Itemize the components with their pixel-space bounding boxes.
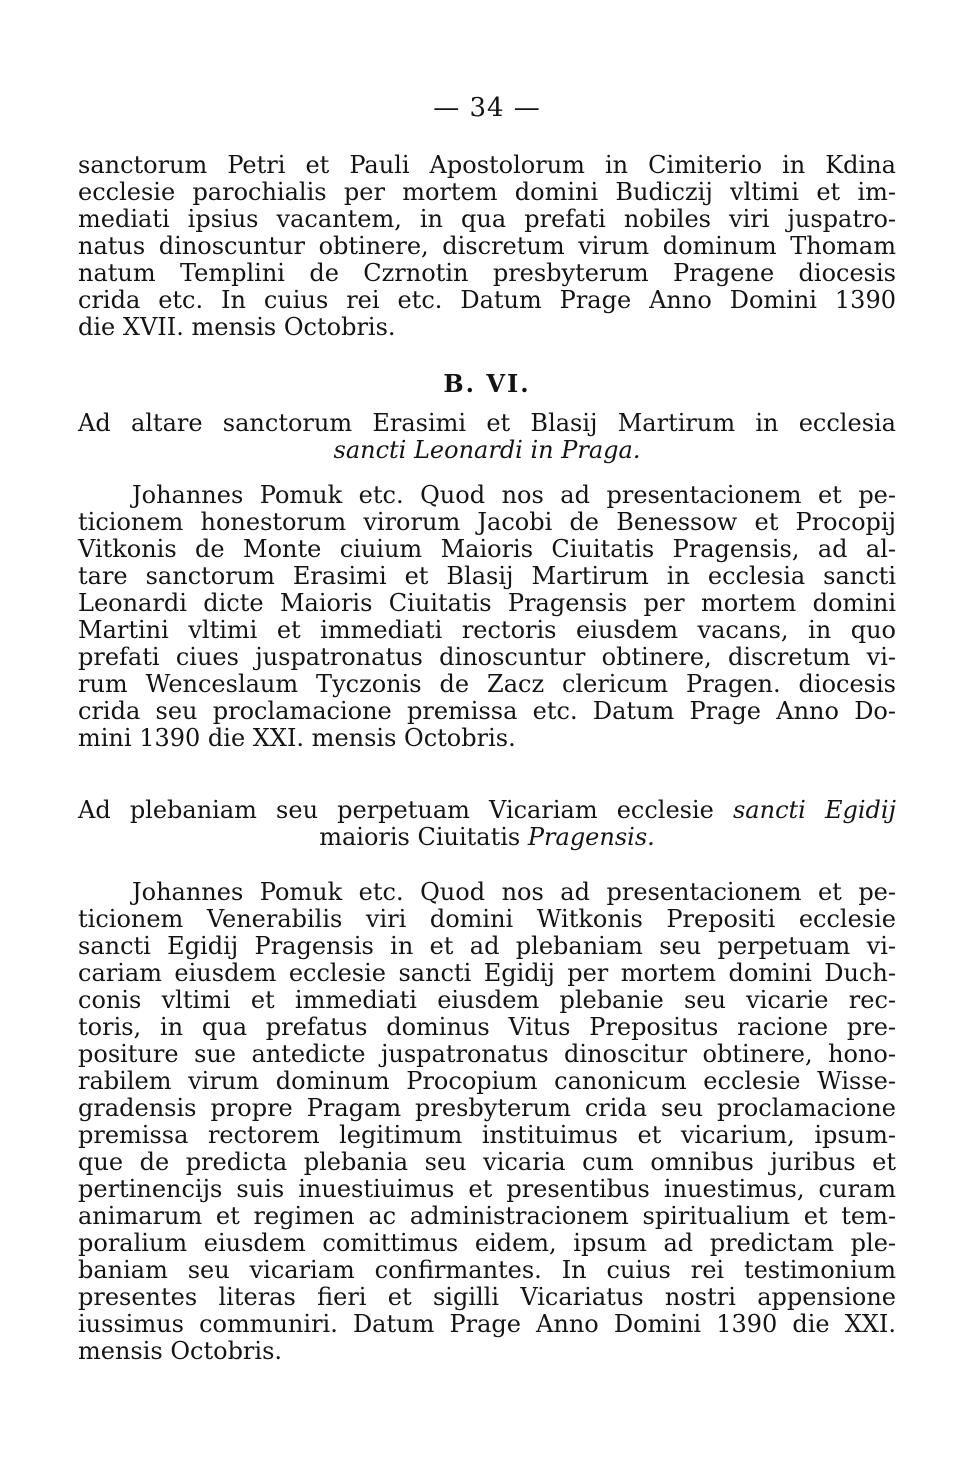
text-line: die XVII. mensis Octobris. bbox=[78, 313, 396, 341]
text-line: crida seu proclamacione premissa etc. Datum Prage Anno Do- bbox=[78, 697, 896, 725]
text-line: Leonardi dicte Maioris Ciuitatis Pragensis per mortem domini bbox=[78, 589, 896, 617]
text-line: gradensis propre Pragam presbyterum crida seu proclamacione bbox=[78, 1094, 896, 1122]
text-line: natus dinoscuntur obtinere, discretum virum dominum Thomam bbox=[78, 232, 896, 260]
text-line: sancti Egidij Pragensis in et ad plebaniam seu perpetuam vi- bbox=[78, 932, 896, 960]
text-line: tare sanctorum Erasimi et Blasij Martirum in ecclesia sancti bbox=[78, 562, 896, 590]
heading-line: sancti Leonardi in Praga. bbox=[333, 436, 641, 464]
text-line: ticionem honestorum virorum Jacobi de Benessow et Procopij bbox=[78, 508, 896, 536]
section-mark: B. VI. bbox=[443, 369, 531, 398]
text-line: rum Wenceslaum Tyczonis de Zacz clericum Pragen. diocesis bbox=[78, 670, 896, 698]
text-line: conis vltimi et immediati eiusdem plebanie seu vicarie rec- bbox=[78, 986, 896, 1014]
page-number: — 34 — bbox=[433, 93, 541, 123]
text-line: que de predicta plebania seu vicaria cum omnibus juribus et bbox=[78, 1148, 896, 1176]
text-line: premissa rectorem legitimum instituimus et vicarium, ipsum- bbox=[78, 1121, 896, 1149]
text-line: positure sue antedicte juspatronatus dinoscitur obtinere, hono- bbox=[78, 1040, 896, 1068]
text-line: natum Templini de Czrnotin presbyterum Pragene diocesis bbox=[78, 259, 896, 287]
text-line: sanctorum Petri et Pauli Apostolorum in Cimiterio in Kdina bbox=[78, 151, 896, 179]
text-line: iussimus communiri. Datum Prage Anno Domini 1390 die XXI. bbox=[78, 1310, 896, 1338]
text-line: mensis Octobris. bbox=[78, 1337, 283, 1365]
heading-text: Ad plebaniam seu perpetuam Vicariam ecclesie bbox=[78, 796, 714, 824]
entry-heading-1 bbox=[78, 410, 896, 464]
text-line: mediati ipsius vacantem, in qua prefati nobiles viri juspatro- bbox=[78, 205, 896, 233]
text-line: baniam seu vicariam confirmantes. In cuius rei testimonium bbox=[78, 1256, 896, 1284]
text-line: presentes literas fieri et sigilli Vicariatus nostri appensione bbox=[78, 1283, 896, 1311]
text-line: animarum et regimen ac administracionem spiritualium et tem- bbox=[78, 1202, 896, 1230]
text-line: ecclesie parochialis per mortem domini Budiczij vltimi et im- bbox=[78, 178, 896, 206]
text-line: Johannes Pomuk etc. Quod nos ad presentacionem et pe- bbox=[132, 481, 896, 509]
text-line: Johannes Pomuk etc. Quod nos ad presentacionem et pe- bbox=[132, 878, 896, 906]
text-line: rabilem virum dominum Procopium canonicum ecclesie Wisse- bbox=[78, 1067, 896, 1095]
entry-2-paragraph bbox=[78, 482, 896, 752]
heading-line: Ad altare sanctorum Erasimi et Blasij Martirum in ecclesia bbox=[78, 409, 896, 437]
text-line: prefati ciues juspatronatus dinoscuntur obtinere, discretum vi- bbox=[78, 643, 896, 671]
text-line: Vitkonis de Monte ciuium Maioris Ciuitatis Pragensis, ad al- bbox=[78, 535, 896, 563]
heading-line bbox=[78, 824, 896, 851]
entry-3-paragraph bbox=[78, 879, 896, 1365]
heading-text-italic: Pragensis. bbox=[527, 823, 655, 851]
text-line: mini 1390 die XXI. mensis Octobris. bbox=[78, 724, 516, 752]
text-line: cariam eiusdem ecclesie sancti Egidij per mortem domini Duch- bbox=[78, 959, 896, 987]
heading-text-italic: sancti Egidij bbox=[732, 796, 896, 824]
entry-heading-2 bbox=[78, 797, 896, 851]
text-line: Martini vltimi et immediati rectoris eiusdem vacans, in quo bbox=[78, 616, 896, 644]
text-line: pertinencijs suis inuestiuimus et presentibus inuestimus, curam bbox=[78, 1175, 896, 1203]
heading-line bbox=[78, 797, 896, 824]
text-line: crida etc. In cuius rei etc. Datum Prage Anno Domini 1390 bbox=[78, 286, 896, 314]
heading-text: maioris Ciuitatis bbox=[319, 823, 521, 851]
entry-1-paragraph bbox=[78, 152, 896, 341]
text-line: poralium eiusdem comittimus eidem, ipsum ad predictam ple- bbox=[78, 1229, 896, 1257]
text-line: toris, in qua prefatus dominus Vitus Prepositus racione pre- bbox=[78, 1013, 896, 1041]
text-line: ticionem Venerabilis viri domini Witkonis Prepositi ecclesie bbox=[78, 905, 896, 933]
